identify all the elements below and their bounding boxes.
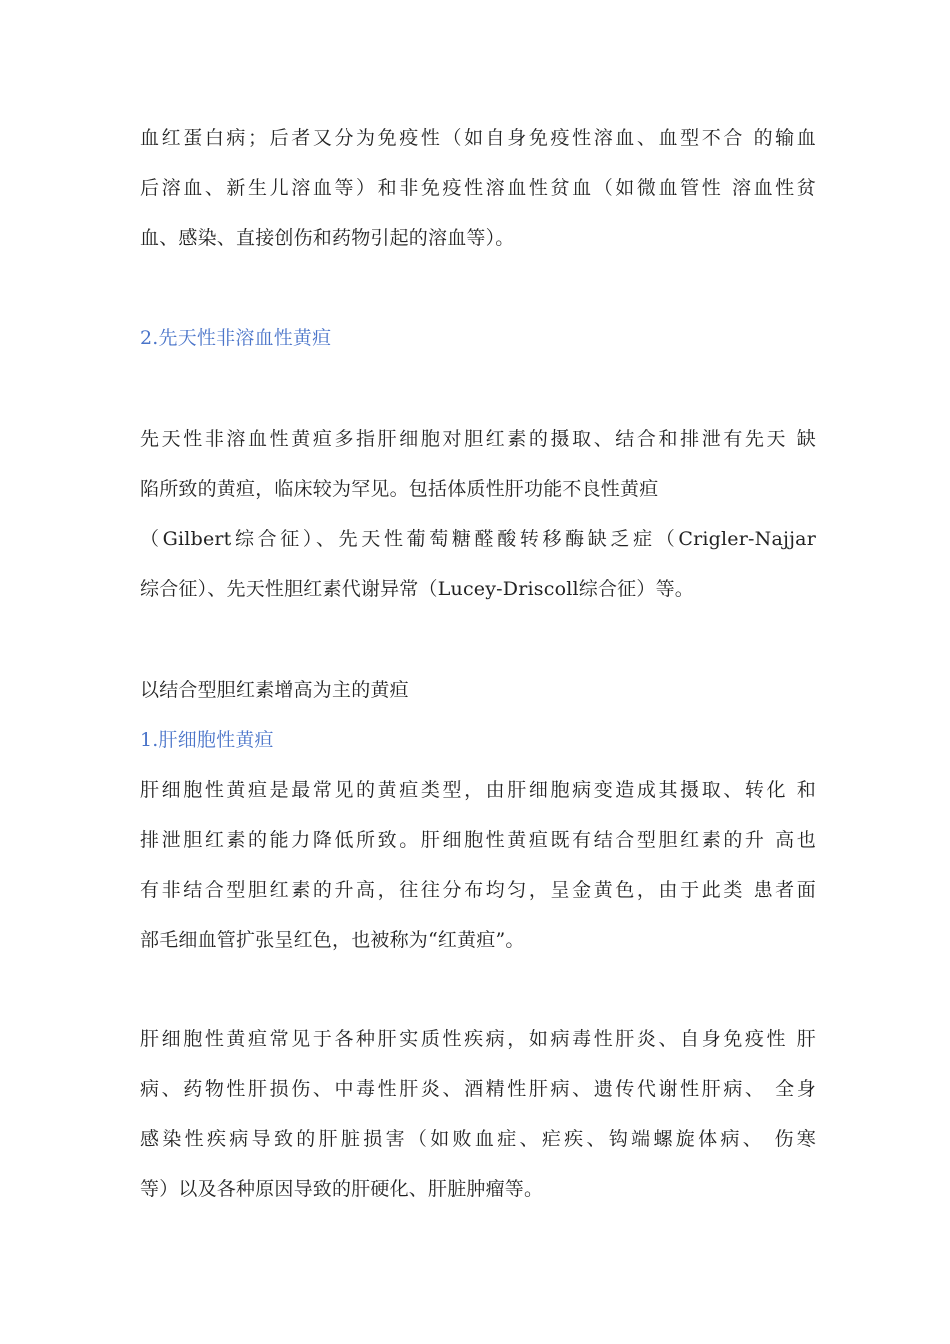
paragraph-line: 综合征）、先天性胆红素代谢异常（Lucey-Driscoll综合征）等。 xyxy=(140,578,694,600)
heading-hepatocellular-jaundice xyxy=(140,715,816,765)
heading-text: 2.先天性非溶血性黄疸 xyxy=(140,327,332,349)
paragraph-line: 等）以及各种原因导致的肝硬化、肝脏肿瘤等。 xyxy=(140,1178,544,1200)
paragraph-line: 肝细胞性黄疸常见于各种肝实质性疾病，如病毒性肝炎、自身免疫性 肝 xyxy=(140,1028,816,1050)
paragraph-line: 血红蛋白病；后者又分为免疫性（如自身免疫性溶血、血型不合 的输血 xyxy=(140,127,816,149)
paragraph-line: 血、感染、直接创伤和药物引起的溶血等）。 xyxy=(140,227,515,249)
paragraph-hemolytic-classification xyxy=(140,113,816,263)
paragraph-congenital-nonhemolytic xyxy=(140,414,816,614)
paragraph-hepatocellular-definition xyxy=(140,765,816,965)
paragraph-line: 先天性非溶血性黄疸多指肝细胞对胆红素的摄取、结合和排泄有先天 缺 xyxy=(140,428,816,450)
paragraph-line: 有非结合型胆红素的升高，往往分布均匀，呈金黄色，由于此类 患者面 xyxy=(140,879,816,901)
paragraph-hepatocellular-causes xyxy=(140,1014,816,1214)
paragraph-line: 陷所致的黄疸，临床较为罕见。包括体质性肝功能不良性黄疸 xyxy=(140,478,659,500)
paragraph-line: 后溶血、新生儿溶血等）和非免疫性溶血性贫血（如微血管性 溶血性贫 xyxy=(140,177,816,199)
heading-text: 以结合型胆红素增高为主的黄疸 xyxy=(140,679,409,701)
heading-text: 1.肝细胞性黄疸 xyxy=(140,729,274,751)
paragraph-line: 肝细胞性黄疸是最常见的黄疸类型，由肝细胞病变造成其摄取、转化 和 xyxy=(140,779,816,801)
paragraph-line: 感染性疾病导致的肝脏损害（如败血症、疟疾、钩端螺旋体病、 伤寒 xyxy=(140,1128,816,1150)
paragraph-line: （Gilbert综合征）、先天性葡萄糖醛酸转移酶缺乏症（Crigler-Najjar xyxy=(140,528,816,550)
paragraph-line: 病、药物性肝损伤、中毒性肝炎、酒精性肝病、遗传代谢性肝病、 全身 xyxy=(140,1078,816,1100)
heading-congenital-nonhemolytic-jaundice xyxy=(140,313,816,363)
paragraph-line: 部毛细血管扩张呈红色，也被称为“红黄疸”。 xyxy=(140,929,525,951)
section-heading-conjugated-bilirubin xyxy=(140,665,816,715)
paragraph-line: 排泄胆红素的能力降低所致。肝细胞性黄疸既有结合型胆红素的升 高也 xyxy=(140,829,816,851)
